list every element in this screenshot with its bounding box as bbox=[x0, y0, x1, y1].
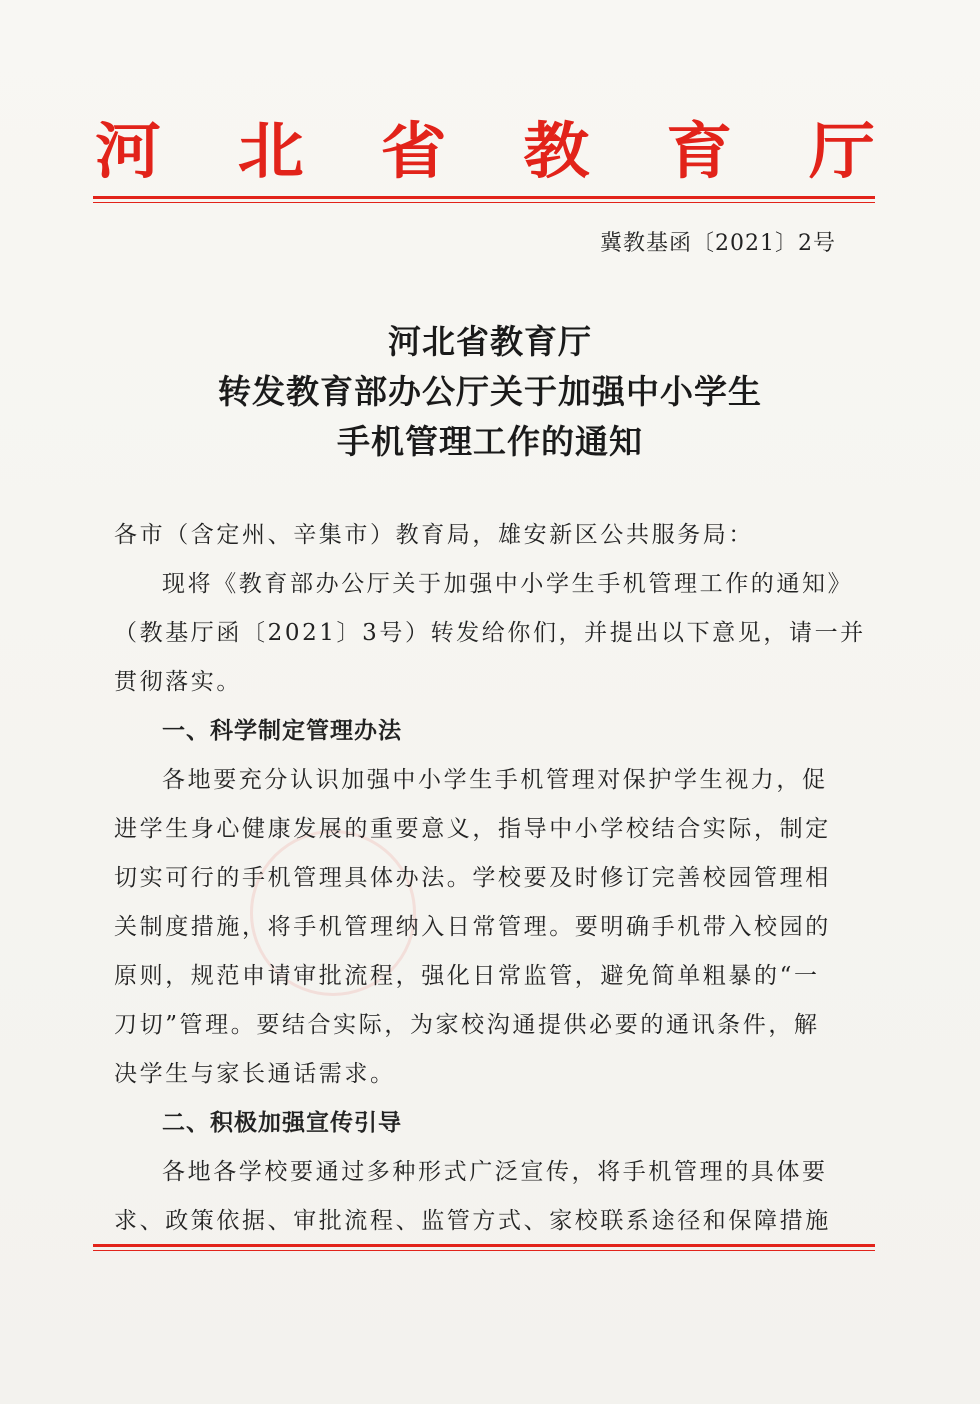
intro-line: 现将《教育部办公厅关于加强中小学生手机管理工作的通知》 bbox=[162, 571, 854, 597]
masthead-char: 教 bbox=[523, 115, 590, 187]
masthead-char: 厅 bbox=[808, 115, 875, 187]
document-body bbox=[114, 511, 866, 1246]
salutation: 各市（含定州、辛集市）教育局，雄安新区公共服务局： bbox=[114, 522, 754, 548]
red-divider-bottom bbox=[93, 1244, 875, 1251]
masthead-char: 育 bbox=[666, 115, 733, 187]
section-2-line: 各地各学校要通过多种形式广泛宣传，将手机管理的具体要 bbox=[162, 1159, 828, 1185]
title-line-1: 河北省教育厅 bbox=[388, 322, 592, 361]
section-1-line: 原则，规范申请审批流程，强化日常监管，避免简单粗暴的“一 bbox=[114, 963, 820, 989]
section-1-line: 切实可行的手机管理具体办法。学校要及时修订完善校园管理相 bbox=[114, 865, 831, 891]
title-line-3: 手机管理工作的通知 bbox=[337, 422, 643, 461]
masthead-char: 北 bbox=[237, 115, 304, 187]
intro-line: 贯彻落实。 bbox=[114, 669, 242, 695]
masthead-char: 省 bbox=[380, 115, 447, 187]
section-2-heading: 二、积极加强宣传引导 bbox=[162, 1110, 402, 1136]
section-1-line: 各地要充分认识加强中小学生手机管理对保护学生视力，促 bbox=[162, 767, 828, 793]
masthead-char: 河 bbox=[95, 115, 161, 187]
intro-line: （教基厅函〔2021〕3号）转发给你们，并提出以下意见，请一并 bbox=[114, 620, 866, 646]
red-divider-top bbox=[93, 196, 875, 203]
document-number: 冀教基函〔2021〕2号 bbox=[600, 231, 836, 256]
section-2-line: 求、政策依据、审批流程、监管方式、家校联系途径和保障措施 bbox=[114, 1208, 831, 1234]
section-1-line: 决学生与家长通话需求。 bbox=[114, 1061, 396, 1087]
section-1-line: 进学生身心健康发展的重要意义，指导中小学校结合实际，制定 bbox=[114, 816, 831, 842]
section-1-heading: 一、科学制定管理办法 bbox=[162, 718, 402, 744]
title-line-2: 转发教育部办公厅关于加强中小学生 bbox=[218, 372, 762, 411]
section-1-line: 关制度措施，将手机管理纳入日常管理。要明确手机带入校园的 bbox=[114, 914, 831, 940]
section-1-line: 刀切”管理。要结合实际，为家校沟通提供必要的通讯条件，解 bbox=[114, 1012, 820, 1038]
agency-masthead bbox=[95, 108, 875, 194]
